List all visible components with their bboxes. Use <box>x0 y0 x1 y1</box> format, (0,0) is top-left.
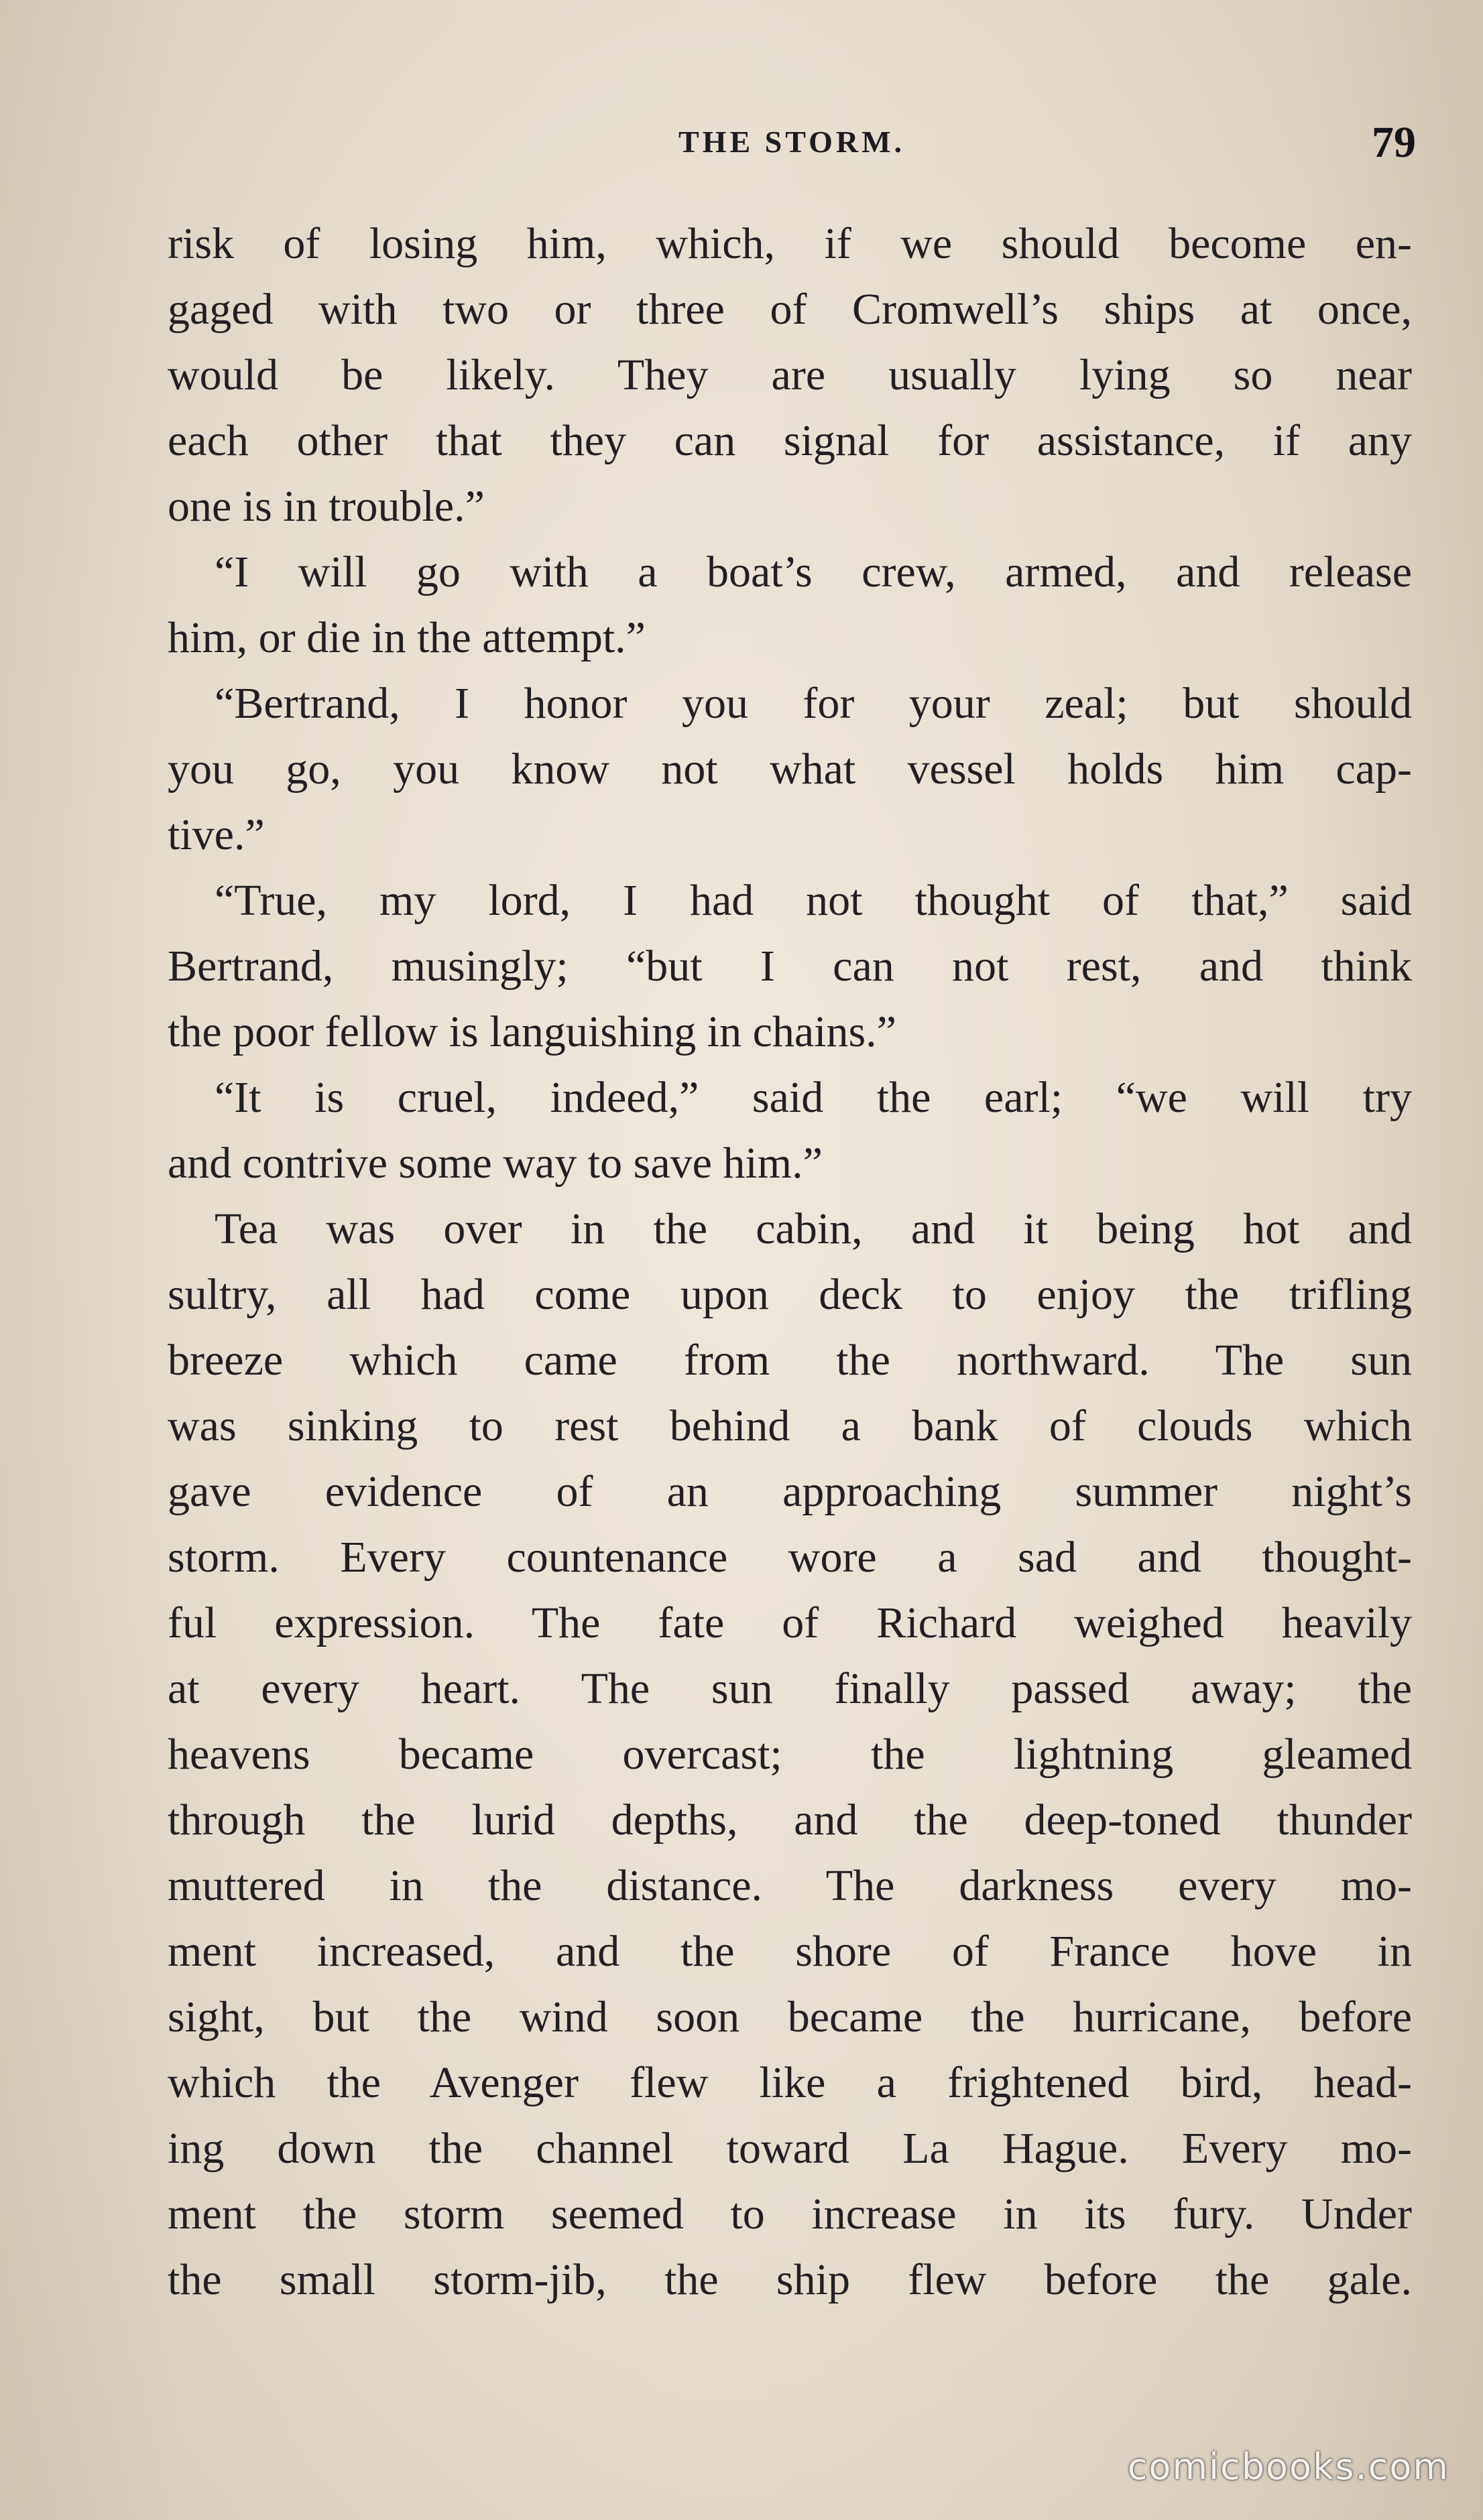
text-line: the small storm-jib, the ship flew before the gale. <box>168 2255 1412 2304</box>
text-line: risk of losing him, which, if we should become en- <box>168 219 1412 268</box>
text-line: Tea was over in the cabin, and it being hot and <box>215 1204 1412 1253</box>
watermark: comicbooks.com <box>1127 2446 1449 2488</box>
text-line: ment the storm seemed to increase in its fury. Under <box>168 2190 1412 2239</box>
text-line: you go, you know not what vessel holds him cap- <box>168 745 1412 794</box>
text-line: gaged with two or three of Cromwell’s ships at once, <box>168 285 1412 334</box>
text-line: “I will go with a boat’s crew, armed, and release <box>215 548 1412 596</box>
text-line: muttered in the distance. The darkness every mo- <box>168 1861 1412 1910</box>
text-line: “It is cruel, indeed,” said the earl; “we will try <box>215 1073 1412 1122</box>
text-line: ful expression. The fate of Richard weighed heavily <box>168 1598 1412 1647</box>
text-line: heavens became overcast; the lightning gleamed <box>168 1730 1412 1779</box>
text-line: ment increased, and the shore of France hove in <box>168 1927 1412 1976</box>
text-line: “Bertrand, I honor you for your zeal; but should <box>215 679 1412 728</box>
page-number: 79 <box>1372 118 1416 167</box>
text-line: breeze which came from the northward. The sun <box>168 1336 1412 1385</box>
text-line: would be likely. They are usually lying so near <box>168 351 1412 399</box>
body-text <box>168 211 1412 2322</box>
text-line: “True, my lord, I had not thought of that,” said <box>215 876 1412 925</box>
text-line: was sinking to rest behind a bank of clouds which <box>168 1401 1412 1450</box>
text-line: tive.” <box>168 810 265 859</box>
text-line: which the Avenger flew like a frightened bird, head- <box>168 2058 1412 2107</box>
text-line: each other that they can signal for assistance, if any <box>168 416 1412 465</box>
text-line: the poor fellow is languishing in chains.” <box>168 1007 896 1056</box>
text-line: sight, but the wind soon became the hurricane, before <box>168 1993 1412 2041</box>
text-line: gave evidence of an approaching summer night’s <box>168 1467 1412 1516</box>
text-line: Bertrand, musingly; “but I can not rest, and think <box>168 942 1412 991</box>
text-line: storm. Every countenance wore a sad and thought- <box>168 1533 1412 1582</box>
running-title: THE STORM. <box>678 125 905 159</box>
text-line: sultry, all had come upon deck to enjoy the trifling <box>168 1270 1412 1319</box>
text-line: and contrive some way to save him.” <box>168 1139 823 1188</box>
running-head <box>168 117 1416 171</box>
text-line: ing down the channel toward La Hague. Every mo- <box>168 2124 1412 2173</box>
text-line: through the lurid depths, and the deep-toned thunder <box>168 1796 1412 1844</box>
text-line: one is in trouble.” <box>168 482 485 531</box>
text-line: at every heart. The sun finally passed away; the <box>168 1664 1412 1713</box>
text-line: him, or die in the attempt.” <box>168 613 646 662</box>
